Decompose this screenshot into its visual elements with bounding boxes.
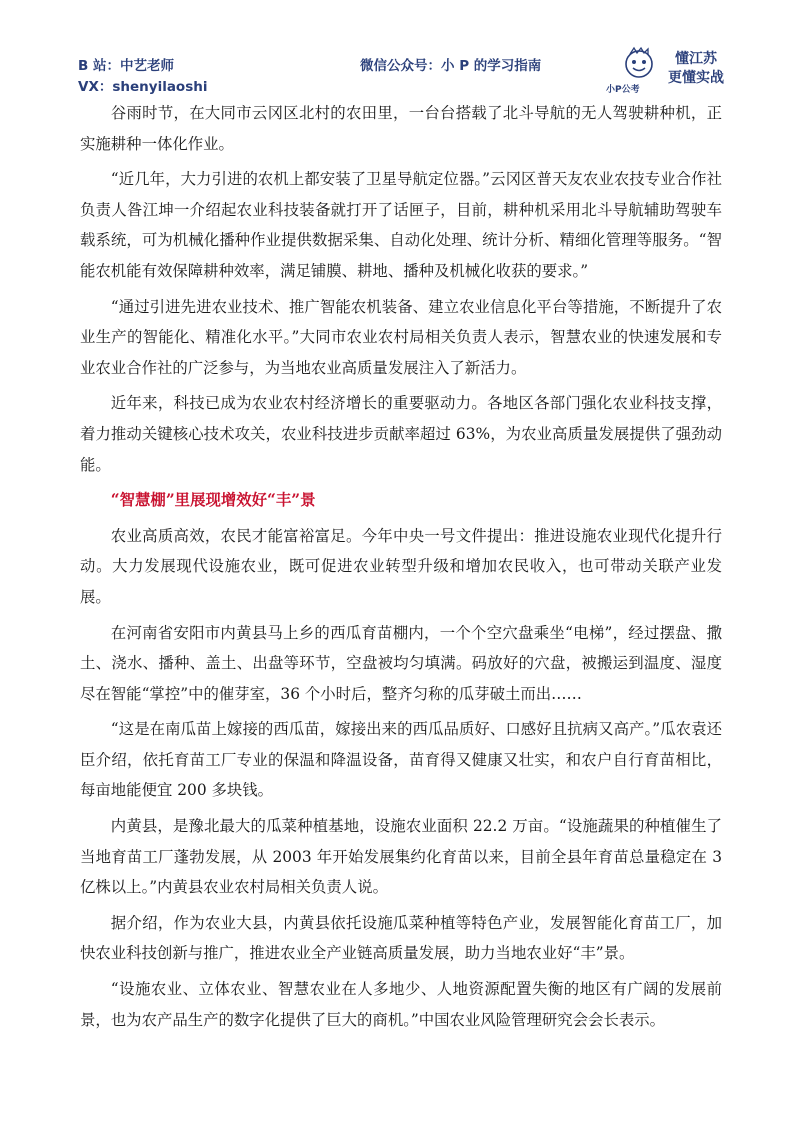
author-info <box>78 56 207 98</box>
paragraph: 内黄县，是豫北最大的瓜菜种植基地，设施农业面积 22.2 万亩。“设施蔬果的种植催生了当地育苗工厂蓬勃发展，从 2003 年开始发展集约化育苗以来，目前全县年育苗总量稳定在 3 亿株以上。”内黄县农业农村局相关负责人说。 <box>80 817 722 897</box>
page-header <box>78 51 728 100</box>
paragraph: “这是在南瓜苗上嫁接的西瓜苗，嫁接出来的西瓜品质好、口感好且抗病又高产。”瓜农袁还臣介绍，依托育苗工厂专业的保温和降温设备，苗育得又健康又壮实，和农户自行育苗相比，每亩地能便宜 200 多块钱。 <box>80 720 722 800</box>
paragraph: 近年来，科技已成为农业农村经济增长的重要驱动力。各地区各部门强化农业科技支撑，着力推动关键核心技术攻关，农业科技进步贡献率超过 63%，为农业高质量发展提供了强劲动能。 <box>80 394 722 474</box>
bilibili-label: B 站：中艺老师 <box>78 58 174 74</box>
paragraph: “近几年，大力引进的农机上都安装了卫星导航定位器。”云冈区普天友农业农技专业合作社负责人昝江坤一介绍起农业科技装备就打开了话匣子，目前，耕种机采用北斗导航辅助驾驶车载系统，可为机械化播种作业提供数据采集、自动化处理、统计分析、精细化管理等服务。“智能农机能有效保障耕种效率，满足铺膜、耕地、播种及机械化收获的要求。” <box>80 170 722 280</box>
paragraph: 农业高质高效，农民才能富裕富足。今年中央一号文件提出：推进设施农业现代化提升行动。大力发展现代设施农业，既可促进农业转型升级和增加农民收入，也可带动关联产业发展。 <box>80 526 722 606</box>
wechat-id-label: VX：shenyilaoshi <box>78 79 208 95</box>
paragraph: “设施农业、立体农业、智慧农业在人多地少、人地资源配置失衡的地区有广阔的发展前景，也为农产品生产的数字化提供了巨大的商机。”中国农业风险管理研究会会长表示。 <box>80 980 722 1029</box>
slogan <box>668 50 724 88</box>
paragraph: 在河南省安阳市内黄县马上乡的西瓜育苗棚内，一个个空穴盘乘坐“电梯”，经过摆盘、撒土、浇水、播种、盖土、出盘等环节，空盘被均匀填满。码放好的穴盘，被搬运到温度、湿度尽在智能“掌控”中的催芽室，36 个小时后，整齐匀称的瓜芽破土而出…… <box>80 623 722 703</box>
article-body <box>80 98 722 1040</box>
paragraph: 谷雨时节，在大同市云冈区北村的农田里，一台台搭载了北斗导航的无人驾驶耕种机，正实施耕种一体化作业。 <box>80 104 722 153</box>
paragraph: “通过引进先进农业技术、推广智能农机装备、建立农业信息化平台等措施，不断提升了农业生产的智能化、精准化水平。”大同市农业农村局相关负责人表示，智慧农业的快速发展和专业农业合作社的广泛参与，为当地农业高质量发展注入了新活力。 <box>80 297 722 377</box>
paragraph: 据介绍，作为农业大县，内黄县依托设施瓜菜种植等特色产业，发展智能化育苗工厂，加快农业科技创新与推广，推进农业全产业链高质量发展，助力当地农业好“丰”景。 <box>80 913 722 963</box>
public-account-label: 微信公众号：小 P 的学习指南 <box>360 58 542 74</box>
logo-caption: 小P公考 <box>606 85 640 95</box>
section-subtitle: “智慧棚”里展现增效好“丰”景 <box>110 491 316 510</box>
slogan-line-1: 懂江苏 <box>675 51 717 67</box>
slogan-line-2: 更懂实战 <box>668 70 724 86</box>
